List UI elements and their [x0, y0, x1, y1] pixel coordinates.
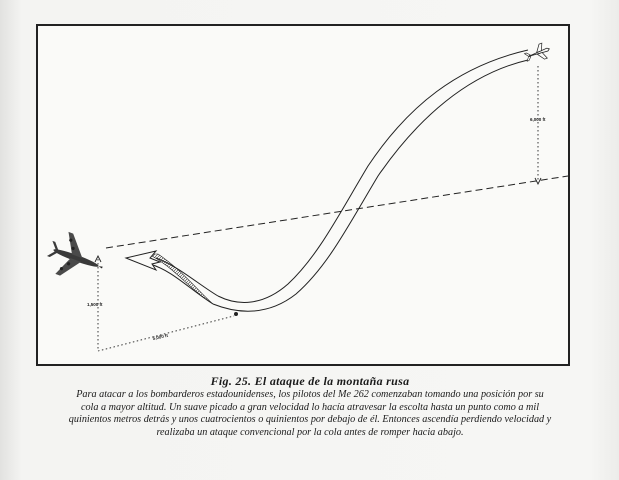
caption-line: cola a mayor altitud. Un suave picado a gran velocidad lo hacía atravesar la escolta hasta un punto como a mil — [80, 401, 540, 413]
attack-diagram — [38, 26, 568, 364]
caption-line: realizaba un ataque convencional por la cola antes de romper hacia abajo. — [156, 426, 464, 438]
bomber-flight-line — [106, 176, 568, 248]
bomber-icon — [42, 228, 110, 288]
caption-line: Para atacar a los bombarderos estadounidenses, los pilotos del Me 262 comenzaban tomando una posición por su — [76, 389, 544, 400]
jet-fighter-icon — [523, 41, 552, 65]
diagram-frame — [36, 24, 570, 366]
figure-caption-text — [30, 389, 590, 439]
lowest-point-marker — [234, 312, 238, 316]
figure-caption — [30, 374, 590, 439]
roller-coaster-path — [218, 50, 528, 302]
figure-title: Fig. 25. El ataque de la montaña rusa — [210, 374, 410, 388]
label-distance-behind: 5,000 ft — [152, 332, 169, 341]
climb-ribbon-bottom — [150, 264, 213, 304]
caption-line: quinientos metros detrás y unos cuatrocientos o quinientos por debajo de él. Entonces ascendía perdiendo velocidad y — [68, 414, 552, 426]
roller-coaster-path-edge — [213, 60, 528, 311]
label-altitude-above: 6,000 ft — [530, 117, 546, 122]
label-altitude-below: 1,500 ft — [87, 302, 103, 307]
